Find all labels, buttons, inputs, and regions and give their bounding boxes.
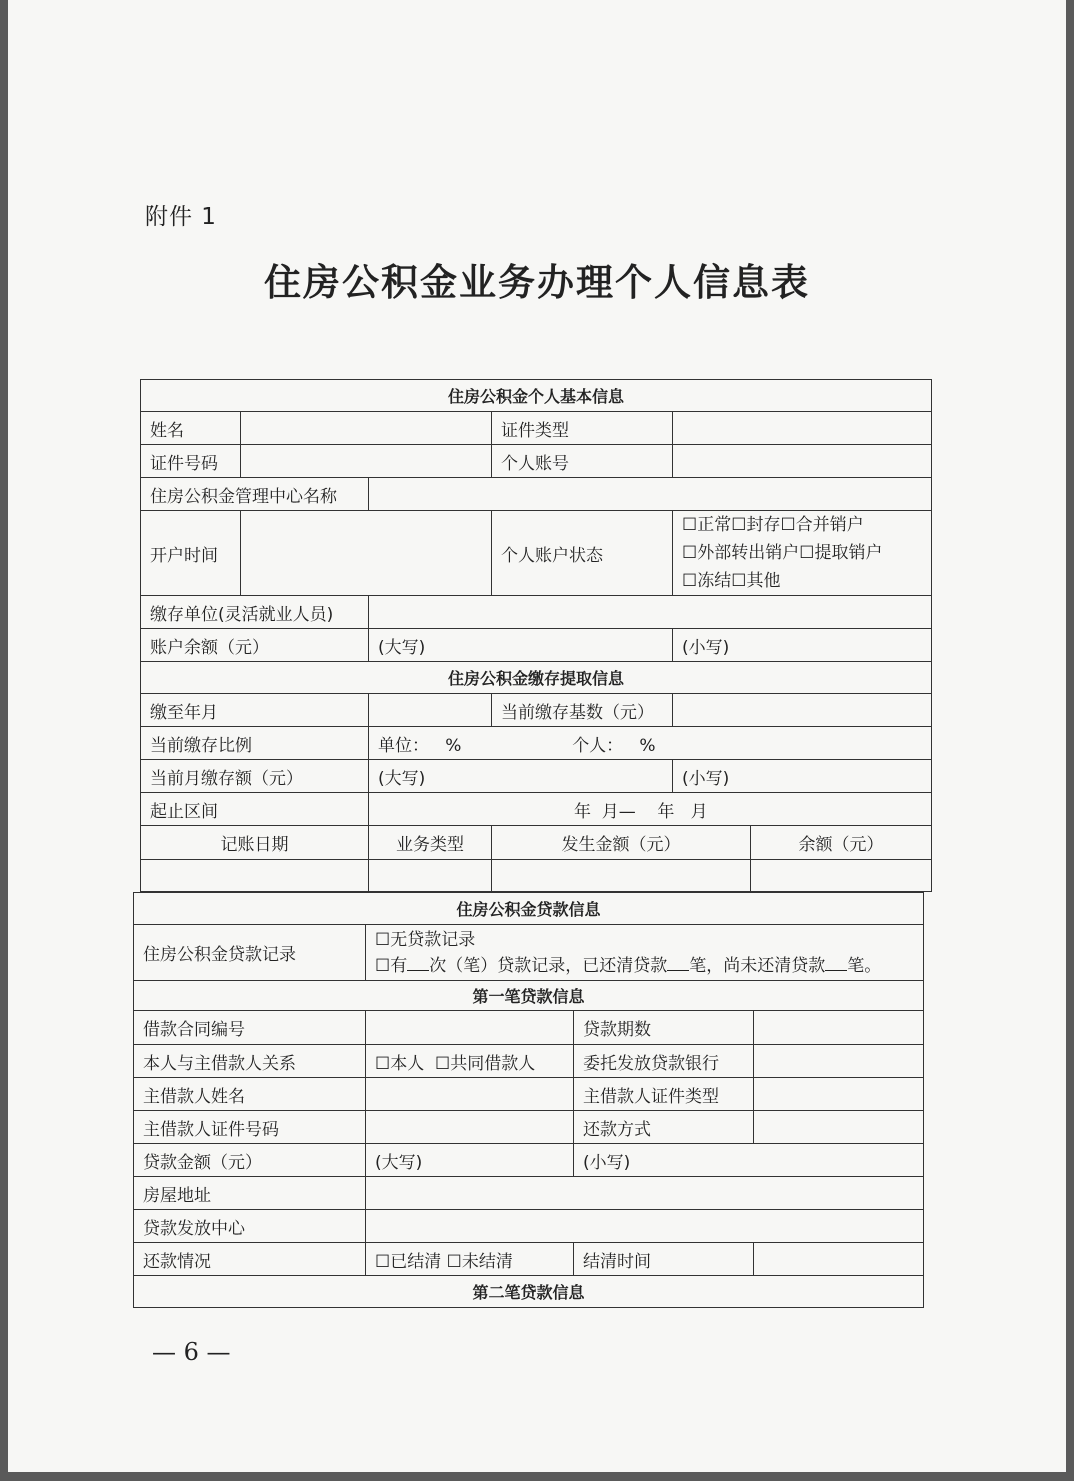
bank-label: 委托发放贷款银行 — [574, 1045, 754, 1078]
status-options-line-1[interactable]: ☐正常☐封存☐合并销户 — [682, 515, 864, 535]
ratio-person: 个人： % — [572, 735, 656, 756]
first-loan-header: 第一笔贷款信息 — [134, 981, 924, 1011]
loan-info-header: 住房公积金贷款信息 — [134, 893, 924, 925]
center-name-value[interactable] — [369, 478, 932, 511]
record-type-cell[interactable] — [369, 860, 492, 892]
status-options-line-3[interactable]: ☐冻结☐其他 — [682, 571, 781, 591]
center-label: 贷款发放中心 — [134, 1210, 366, 1243]
repay-method-value[interactable] — [754, 1111, 924, 1144]
basic-info-header: 住房公积金个人基本信息 — [141, 380, 932, 412]
main-name-label: 主借款人姓名 — [134, 1078, 366, 1111]
monthly-label: 当前月缴存额（元） — [141, 760, 369, 793]
has-loan-option[interactable] — [375, 953, 914, 979]
contract-no-label: 借款合同编号 — [134, 1011, 366, 1045]
amount-upper[interactable]: (大写) — [366, 1144, 574, 1177]
relation-label: 本人与主借款人关系 — [134, 1045, 366, 1078]
col-date-header: 记账日期 — [141, 826, 369, 860]
period-label: 起止区间 — [141, 793, 369, 826]
repay-method-label: 还款方式 — [574, 1111, 754, 1144]
monthly-lower[interactable]: (小写) — [673, 760, 932, 793]
status-options-line-2[interactable]: ☐外部转出销户☐提取销户 — [682, 543, 883, 563]
record-balance-cell[interactable] — [751, 860, 932, 892]
name-label: 姓名 — [141, 412, 241, 445]
paid-until-value[interactable] — [369, 694, 492, 727]
balance-label: 账户余额（元） — [141, 629, 369, 662]
main-id-type-value[interactable] — [754, 1078, 924, 1111]
col-amount-header: 发生金额（元） — [492, 826, 751, 860]
monthly-upper[interactable]: (大写) — [369, 760, 673, 793]
center-value[interactable] — [366, 1210, 924, 1243]
ratio-values[interactable] — [369, 727, 932, 760]
employer-label: 缴存单位(灵活就业人员) — [141, 596, 369, 629]
account-status-label: 个人账户状态 — [492, 511, 673, 596]
center-name-label: 住房公积金管理中心名称 — [141, 478, 369, 511]
record-date-cell[interactable] — [141, 860, 369, 892]
main-id-no-value[interactable] — [366, 1111, 574, 1144]
main-name-value[interactable] — [366, 1078, 574, 1111]
amount-lower[interactable]: (小写) — [574, 1144, 924, 1177]
ratio-label: 当前缴存比例 — [141, 727, 369, 760]
second-loan-header: 第二笔贷款信息 — [134, 1276, 924, 1308]
name-value[interactable] — [241, 412, 492, 445]
id-type-label: 证件类型 — [492, 412, 673, 445]
has-loan-c: 笔，尚未还清贷款 — [689, 955, 826, 976]
address-label: 房屋地址 — [134, 1177, 366, 1210]
period-value[interactable]: 年 月— 年 月 — [369, 793, 932, 826]
address-value[interactable] — [366, 1177, 924, 1210]
term-label: 贷款期数 — [574, 1011, 754, 1045]
main-id-no-label: 主借款人证件号码 — [134, 1111, 366, 1144]
settle-date-value[interactable] — [754, 1243, 924, 1276]
amount-label: 贷款金额（元） — [134, 1144, 366, 1177]
id-number-value[interactable] — [241, 445, 492, 478]
bank-value[interactable] — [754, 1045, 924, 1078]
repay-status-label: 还款情况 — [134, 1243, 366, 1276]
account-no-value[interactable] — [673, 445, 932, 478]
account-no-label: 个人账号 — [492, 445, 673, 478]
relation-options[interactable]: ☐本人 ☐共同借款人 — [366, 1045, 574, 1078]
deposit-info-header: 住房公积金缴存提取信息 — [141, 662, 932, 694]
paid-until-label: 缴至年月 — [141, 694, 369, 727]
loan-record-options[interactable] — [366, 925, 924, 981]
base-label: 当前缴存基数（元） — [492, 694, 673, 727]
open-date-value[interactable] — [241, 511, 492, 596]
settle-date-label: 结清时间 — [574, 1243, 754, 1276]
account-status-options[interactable] — [673, 511, 932, 596]
contract-no-value[interactable] — [366, 1011, 574, 1045]
col-type-header: 业务类型 — [369, 826, 492, 860]
no-loan-option[interactable]: ☐无贷款记录 — [375, 929, 476, 950]
col-balance-header: 余额（元） — [751, 826, 932, 860]
loan-info-table — [133, 892, 924, 1308]
repay-status-options[interactable]: ☐已结清 ☐未结清 — [366, 1243, 574, 1276]
has-loan-a: ☐有 — [375, 955, 408, 976]
balance-upper[interactable]: (大写) — [369, 629, 673, 662]
page-number: — 6 — — [152, 1338, 231, 1366]
main-id-type-label: 主借款人证件类型 — [574, 1078, 754, 1111]
base-value[interactable] — [673, 694, 932, 727]
open-date-label: 开户时间 — [141, 511, 241, 596]
page-title: 住房公积金业务办理个人信息表 — [264, 260, 810, 304]
term-value[interactable] — [754, 1011, 924, 1045]
record-amount-cell[interactable] — [492, 860, 751, 892]
loan-record-label: 住房公积金贷款记录 — [134, 925, 366, 981]
has-loan-b: 次（笔）贷款记录，已还清贷款 — [429, 955, 668, 976]
balance-lower[interactable]: (小写) — [673, 629, 932, 662]
employer-value[interactable] — [369, 596, 932, 629]
attachment-label: 附件 1 — [145, 204, 217, 230]
basic-deposit-table — [140, 379, 932, 892]
id-number-label: 证件号码 — [141, 445, 241, 478]
ratio-unit: 单位： % — [378, 735, 462, 756]
id-type-value[interactable] — [673, 412, 932, 445]
has-loan-d: 笔。 — [847, 955, 882, 976]
